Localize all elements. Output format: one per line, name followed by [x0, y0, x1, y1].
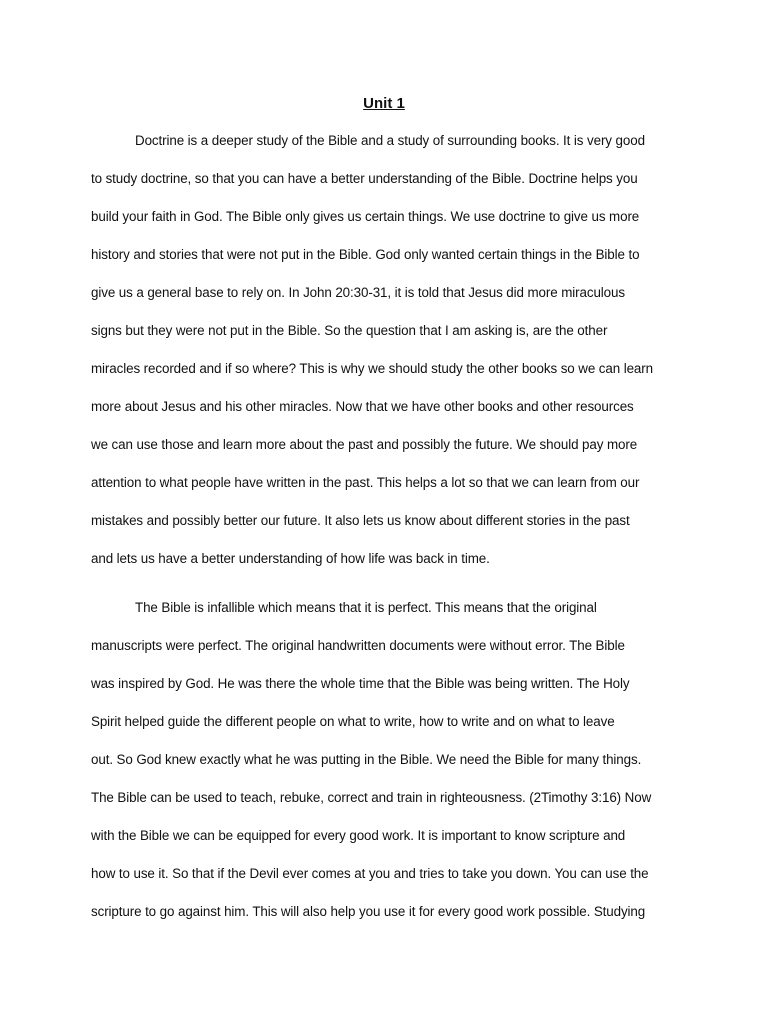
paragraph-1-line-7: miracles recorded and if so where? This is why we should study the other books so we can learn [91, 361, 653, 376]
paragraph-2-line-4: Spirit helped guide the different people on what to write, how to write and on what to leave [91, 714, 615, 729]
paragraph-2-line-7: with the Bible we can be equipped for every good work. It is important to know scripture and [91, 828, 626, 843]
paragraph-1-line-6: signs but they were not put in the Bible. So the question that I am asking is, are the other [91, 323, 608, 338]
paragraph-1-line-12: and lets us have a better understanding of how life was back in time. [91, 551, 490, 566]
paragraph-1-line-2: to study doctrine, so that you can have a better understanding of the Bible. Doctrine helps you [91, 171, 638, 186]
paragraph-2-line-2: manuscripts were perfect. The original handwritten documents were without error. The Bible [91, 638, 625, 653]
paragraph-1-line-10: attention to what people have written in the past. This helps a lot so that we can learn from our [91, 475, 640, 490]
paragraph-2-line-8: how to use it. So that if the Devil ever comes at you and tries to take you down. You can use the [91, 866, 649, 881]
paragraph-2-line-9: scripture to go against him. This will also help you use it for every good work possible. Studying [91, 904, 646, 919]
paragraph-2-line-1: The Bible is infallible which means that it is perfect. This means that the original [135, 600, 597, 615]
paragraph-2-line-6: The Bible can be used to teach, rebuke, correct and train in righteousness. (2Timothy 3:16) Now [91, 790, 652, 805]
paragraph-2-line-5: out. So God knew exactly what he was putting in the Bible. We need the Bible for many things. [91, 752, 642, 767]
paragraph-1-line-1: Doctrine is a deeper study of the Bible and a study of surrounding books. It is very good [135, 133, 645, 148]
document-title: Unit 1 [363, 95, 405, 112]
paragraph-1-line-5: give us a general base to rely on. In John 20:30-31, it is told that Jesus did more miraculous [91, 285, 625, 300]
paragraph-1-line-9: we can use those and learn more about the past and possibly the future. We should pay more [91, 437, 638, 452]
paragraph-1-line-11: mistakes and possibly better our future. It also lets us know about different stories in the past [91, 513, 630, 528]
paragraph-1-line-3: build your faith in God. The Bible only gives us certain things. We use doctrine to give us more [91, 209, 640, 224]
paragraph-1-line-4: history and stories that were not put in the Bible. God only wanted certain things in the Bible to [91, 247, 640, 262]
paragraph-1-line-8: more about Jesus and his other miracles. Now that we have other books and other resources [91, 399, 634, 414]
paragraph-2-line-3: was inspired by God. He was there the whole time that the Bible was being written. The Holy [91, 676, 630, 691]
